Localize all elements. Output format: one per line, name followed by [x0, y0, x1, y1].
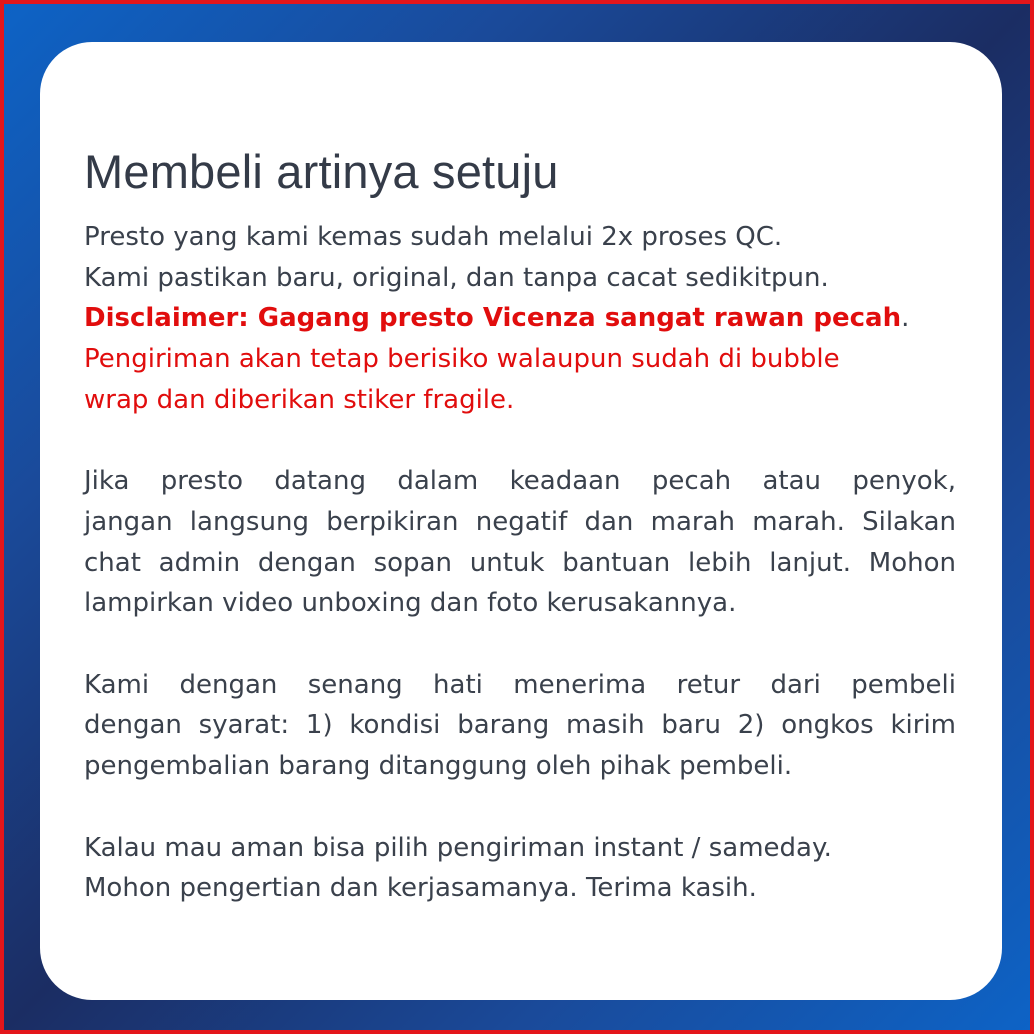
quality-line-1: Presto yang kami kemas sudah melalui 2x proses QC.: [84, 222, 783, 252]
info-card: [40, 42, 1002, 1000]
quality-line-2: Kami pastikan baru, original, dan tanpa cacat sedikitpun.: [84, 262, 829, 293]
paragraph-shipping: [84, 828, 956, 909]
card-title: Membeli artinya setuju: [84, 145, 559, 198]
damage-line-3: chat admin dengan sopan untuk bantuan lebih lanjut. Mohon: [84, 547, 956, 578]
shipping-line-1: Kalau mau aman bisa pilih pengiriman instant / sameday.: [84, 832, 832, 863]
card-body: [84, 217, 956, 950]
paragraph-damage: [84, 461, 956, 624]
shipping-line-2: Mohon pengertian dan kerjasamanya. Terima kasih.: [84, 873, 757, 904]
paragraph-quality: [84, 217, 956, 421]
paragraph-return: [84, 665, 956, 787]
damage-line-4: lampirkan video unboxing dan foto kerusakannya.: [84, 588, 737, 619]
disclaimer-text: Disclaimer: Gagang presto Vicenza sangat rawan pecah: [84, 303, 902, 334]
warning-line-1: Pengiriman akan tetap berisiko walaupun sudah di bubble: [84, 344, 840, 375]
return-line-1: Kami dengan senang hati menerima retur dari pembeli: [84, 669, 956, 700]
return-line-3: pengembalian barang ditanggung oleh pihak pembeli.: [84, 751, 793, 782]
damage-line-1: Jika presto datang dalam keadaan pecah atau penyok,: [84, 466, 956, 497]
disclaimer-line: [84, 298, 956, 339]
damage-line-2: jangan langsung berpikiran negatif dan marah marah. Silakan: [84, 506, 956, 537]
warning-line-2: wrap dan diberikan stiker fragile.: [84, 384, 515, 415]
return-line-2: dengan syarat: 1) kondisi barang masih baru 2) ongkos kirim: [84, 710, 956, 741]
disclaimer-period: .: [901, 303, 910, 334]
